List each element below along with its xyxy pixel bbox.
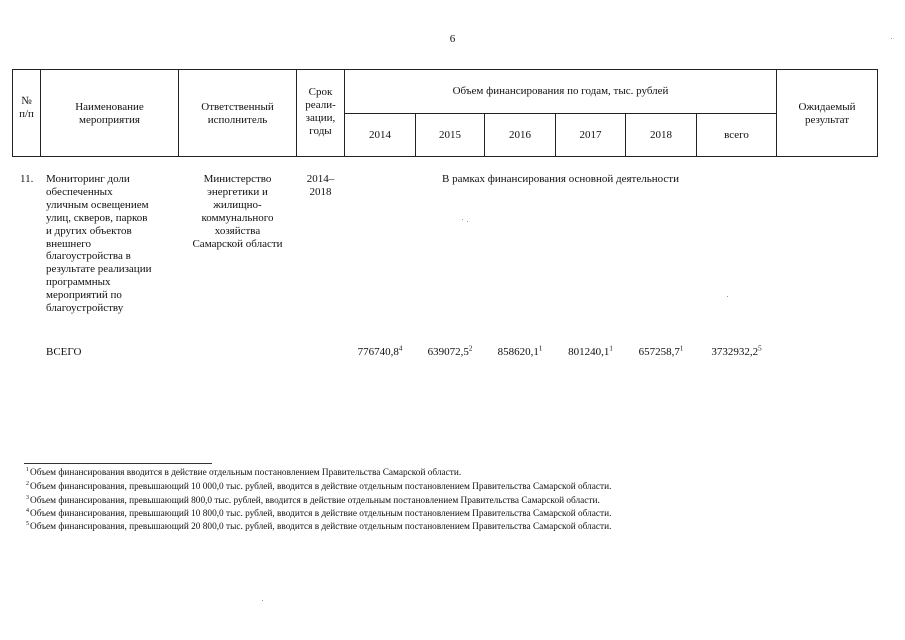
header-expected-result: Ожидаемый результат	[798, 101, 856, 126]
total-value-2018: 657258,7$^1$	[638, 344, 684, 358]
col-border-6	[877, 69, 878, 157]
header-executor: Ответственный исполнитель	[201, 101, 274, 126]
header-number: № п/п	[19, 95, 34, 120]
total-value-2014: 776740,8$^4$	[357, 344, 403, 358]
total-value-2016: 858620,1$^1$	[497, 344, 543, 358]
header-activity-name: Наименование мероприятия	[75, 101, 144, 126]
footnote-5: $^5$Объем финансирования, превышающий 20 800,0 тыс. рублей, вводится в действие отдельным постановлением Правительства Самарской области.	[26, 520, 612, 532]
header-year-2014: 2014	[369, 129, 391, 141]
header-year-2016: 2016	[509, 129, 531, 141]
scan-speck	[467, 221, 468, 222]
header-year-2017: 2017	[579, 129, 602, 141]
page-number: 6	[449, 33, 456, 45]
scan-speck	[462, 219, 463, 220]
footnote-separator	[24, 463, 212, 464]
scan-speck	[891, 38, 892, 39]
row-number: 11.	[20, 173, 34, 185]
table-top-border	[12, 69, 878, 70]
row-executor: Министерство энергетики и жилищно- коммунального хозяйства Самарской области	[192, 173, 283, 250]
footnote-2: $^2$Объем финансирования, превышающий 10 000,0 тыс. рублей, вводится в действие отдельным постановлением Правительства Самарской области.	[26, 480, 612, 492]
scan-speck	[262, 600, 263, 601]
total-value-2017: 801240,1$^1$	[568, 344, 613, 358]
footnote-3: $^3$Объем финансирования, превышающий 800,0 тыс. рублей, вводится в действие отдельным постановлением Правительства Самарской области.	[26, 494, 600, 506]
row-activity-name: Мониторинг доли обеспеченных уличным освещением улиц, скверов, парков и других объектов внешнего благоустройства в результате реализации программных мероприятий по благоустройству	[46, 173, 152, 315]
header-funding: Объем финансирования по годам, тыс. рублей	[452, 85, 669, 97]
footnote-1: $^1$Объем финансирования вводится в действие отдельным постановлением Правительства Самарской области.	[26, 466, 462, 478]
total-label: ВСЕГО	[46, 346, 82, 358]
row-term: 2014– 2018	[306, 173, 335, 198]
header-term: Срок реали- зации, годы	[305, 86, 336, 137]
header-year-2018: 2018	[650, 129, 672, 141]
col-border-4	[344, 69, 345, 157]
header-total: всего	[724, 129, 749, 141]
header-bottom-border	[12, 156, 878, 157]
scan-speck	[727, 296, 728, 297]
footnote-4: $^4$Объем финансирования, превышающий 10 800,0 тыс. рублей, вводится в действие отдельным постановлением Правительства Самарской области.	[26, 507, 612, 519]
header-year-2015: 2015	[439, 129, 461, 141]
years-divider	[344, 113, 776, 114]
row-funding-note: В рамках финансирования основной деятельности	[442, 173, 679, 185]
total-value-all: 3732932,2$^5$	[711, 344, 762, 358]
total-value-2015: 639072,5$^2$	[427, 344, 473, 358]
